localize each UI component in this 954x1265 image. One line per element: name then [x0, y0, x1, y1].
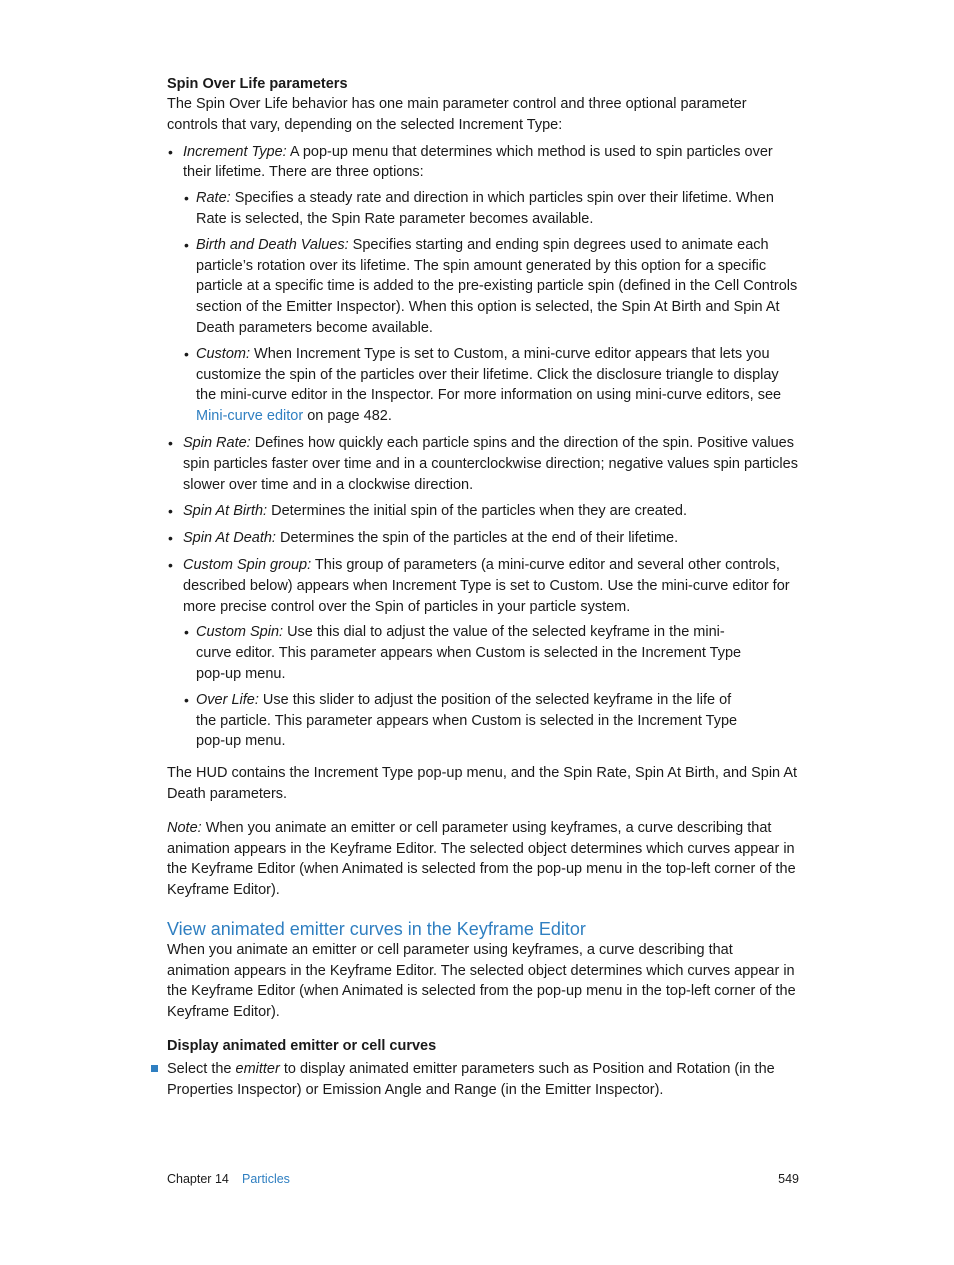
- term-custom-spin-group: Custom Spin group:: [183, 556, 312, 573]
- parameter-list: [167, 142, 799, 753]
- page-content: [167, 74, 799, 1101]
- list-item-rate: [183, 188, 799, 230]
- bullet-icon: •: [168, 530, 173, 547]
- list-item-custom-spin-group: [167, 555, 799, 752]
- note-label: Note:: [167, 819, 202, 836]
- desc-custom: When Increment Type is set to Custom, a mini-curve editor appears that lets you customize the spin of the particles over their lifetime. Click the disclosure triangle to display the mini-curve editor in the Inspector. For more information on using mini-curve editors, see: [196, 345, 782, 404]
- bullet-icon: •: [184, 691, 189, 708]
- desc-spin-rate: Defines how quickly each particle spins and the direction of the spin. Positive values spin particles faster over time and in a counterclockwise direction; negative values spin particles slower over time and in a clockwise direction.: [183, 434, 798, 493]
- mini-curve-editor-link[interactable]: Mini-curve editor: [196, 408, 304, 425]
- custom-spin-list: [183, 622, 743, 752]
- task-steps: [167, 1059, 799, 1101]
- bullet-icon: •: [184, 236, 189, 253]
- desc-rate: Specifies a steady rate and direction in which particles spin over their lifetime. When Rate is selected, the Spin Rate parameter becomes available.: [196, 190, 774, 227]
- step-after: to display animated emitter parameters such as Position and Rotation (in the Properties Inspector) or Emission Angle and Range (in the Emitter Inspector).: [167, 1061, 775, 1098]
- term-custom-spin: Custom Spin:: [196, 624, 284, 641]
- desc-custom-spin: Use this dial to adjust the value of the selected keyframe in the mini-curve editor. This parameter appears when Custom is selected in the Increment Type pop-up menu.: [196, 624, 742, 682]
- list-item-custom-spin: [183, 622, 743, 684]
- bullet-icon: •: [168, 556, 173, 573]
- term-over-life: Over Life:: [196, 691, 259, 708]
- bullet-icon: •: [184, 624, 189, 641]
- desc-custom-after: on page 482.: [303, 408, 392, 425]
- step-term: emitter: [235, 1061, 280, 1078]
- note-text: When you animate an emitter or cell parameter using keyframes, a curve describing that animation appears in the Keyframe Editor. The selected object determines which curves appear in the Keyframe Editor (when Animated is selected from the pop-up menu in the top-left corner of the Keyframe Editor).: [167, 819, 796, 899]
- bullet-icon: •: [184, 190, 189, 207]
- spin-intro-paragraph: The Spin Over Life behavior has one main parameter control and three optional parameter controls that vary, depending on the selected Increment Type:: [167, 96, 747, 133]
- desc-spin-at-death: Determines the spin of the particles at the end of their lifetime.: [275, 530, 679, 547]
- list-item-over-life: [183, 690, 743, 752]
- hud-paragraph: The HUD contains the Increment Type pop-up menu, and the Spin Rate, Spin At Birth, and Spin At Death parameters.: [167, 765, 798, 802]
- list-item-spin-at-death: [167, 528, 799, 549]
- bullet-icon: •: [168, 503, 173, 520]
- term-spin-rate: Spin Rate:: [183, 434, 251, 451]
- page-footer: [167, 1172, 799, 1192]
- desc-spin-at-birth: Determines the initial spin of the particles when they are created.: [267, 503, 688, 520]
- term-spin-at-birth: Spin At Birth:: [183, 503, 268, 520]
- task-step: [167, 1059, 799, 1101]
- section-title: View animated emitter curves in the Keyframe Editor: [167, 918, 586, 939]
- spin-over-life-heading: Spin Over Life parameters: [167, 76, 348, 92]
- list-item-custom: [183, 344, 799, 427]
- footer-chapter: Chapter 14: [167, 1172, 229, 1186]
- footer-chapter-link[interactable]: Particles: [242, 1172, 290, 1186]
- bullet-icon: •: [168, 143, 173, 160]
- term-birth-death: Birth and Death Values:: [196, 236, 349, 253]
- section-body: When you animate an emitter or cell parameter using keyframes, a curve describing that animation appears in the Keyframe Editor. The selected object determines which curves appear in the Keyframe Editor (when Animated is selected from the pop-up menu in the top-left corner of the Keyframe Editor).: [167, 941, 796, 1021]
- square-bullet-icon: [151, 1065, 158, 1072]
- term-spin-at-death: Spin At Death:: [183, 530, 276, 547]
- desc-over-life: Use this slider to adjust the position of the selected keyframe in the life of the particle. This parameter appears when Custom is selected in the Increment Type pop-up menu.: [196, 691, 738, 750]
- task-heading: Display animated emitter or cell curves: [167, 1038, 437, 1055]
- step-before: Select the: [167, 1061, 236, 1078]
- increment-options-list: [183, 188, 799, 427]
- term-custom: Custom:: [196, 345, 250, 362]
- bullet-icon: •: [168, 434, 173, 451]
- footer-page-number: 549: [778, 1172, 799, 1186]
- list-item-increment-type: [167, 142, 799, 427]
- desc-custom-spin-group: This group of parameters (a mini-curve editor and several other controls, described below) appears when Increment Type is set to Custom. Use the mini-curve editor for more precise control over the Spin of particles in your particle system.: [183, 556, 790, 615]
- note-paragraph: [167, 818, 799, 901]
- desc-increment-type: A pop-up menu that determines which method is used to spin particles over their lifetime. There are three options:: [183, 143, 773, 181]
- term-increment-type: Increment Type:: [183, 143, 287, 160]
- term-rate: Rate:: [196, 190, 231, 207]
- list-item-birth-death: [183, 235, 799, 339]
- desc-birth-death: Specifies starting and ending spin degrees used to animate each particle’s rotation over its lifetime. The spin amount generated by this option for a specific particle at a specific time is added to the pre-existing particle spin (defined in the Cell Controls section of the Emitter Inspector). When this option is selected, the Spin At Birth and Spin At Death parameters become available.: [196, 236, 798, 336]
- list-item-spin-at-birth: [167, 501, 799, 522]
- bullet-icon: •: [184, 345, 189, 362]
- list-item-spin-rate: [167, 433, 799, 495]
